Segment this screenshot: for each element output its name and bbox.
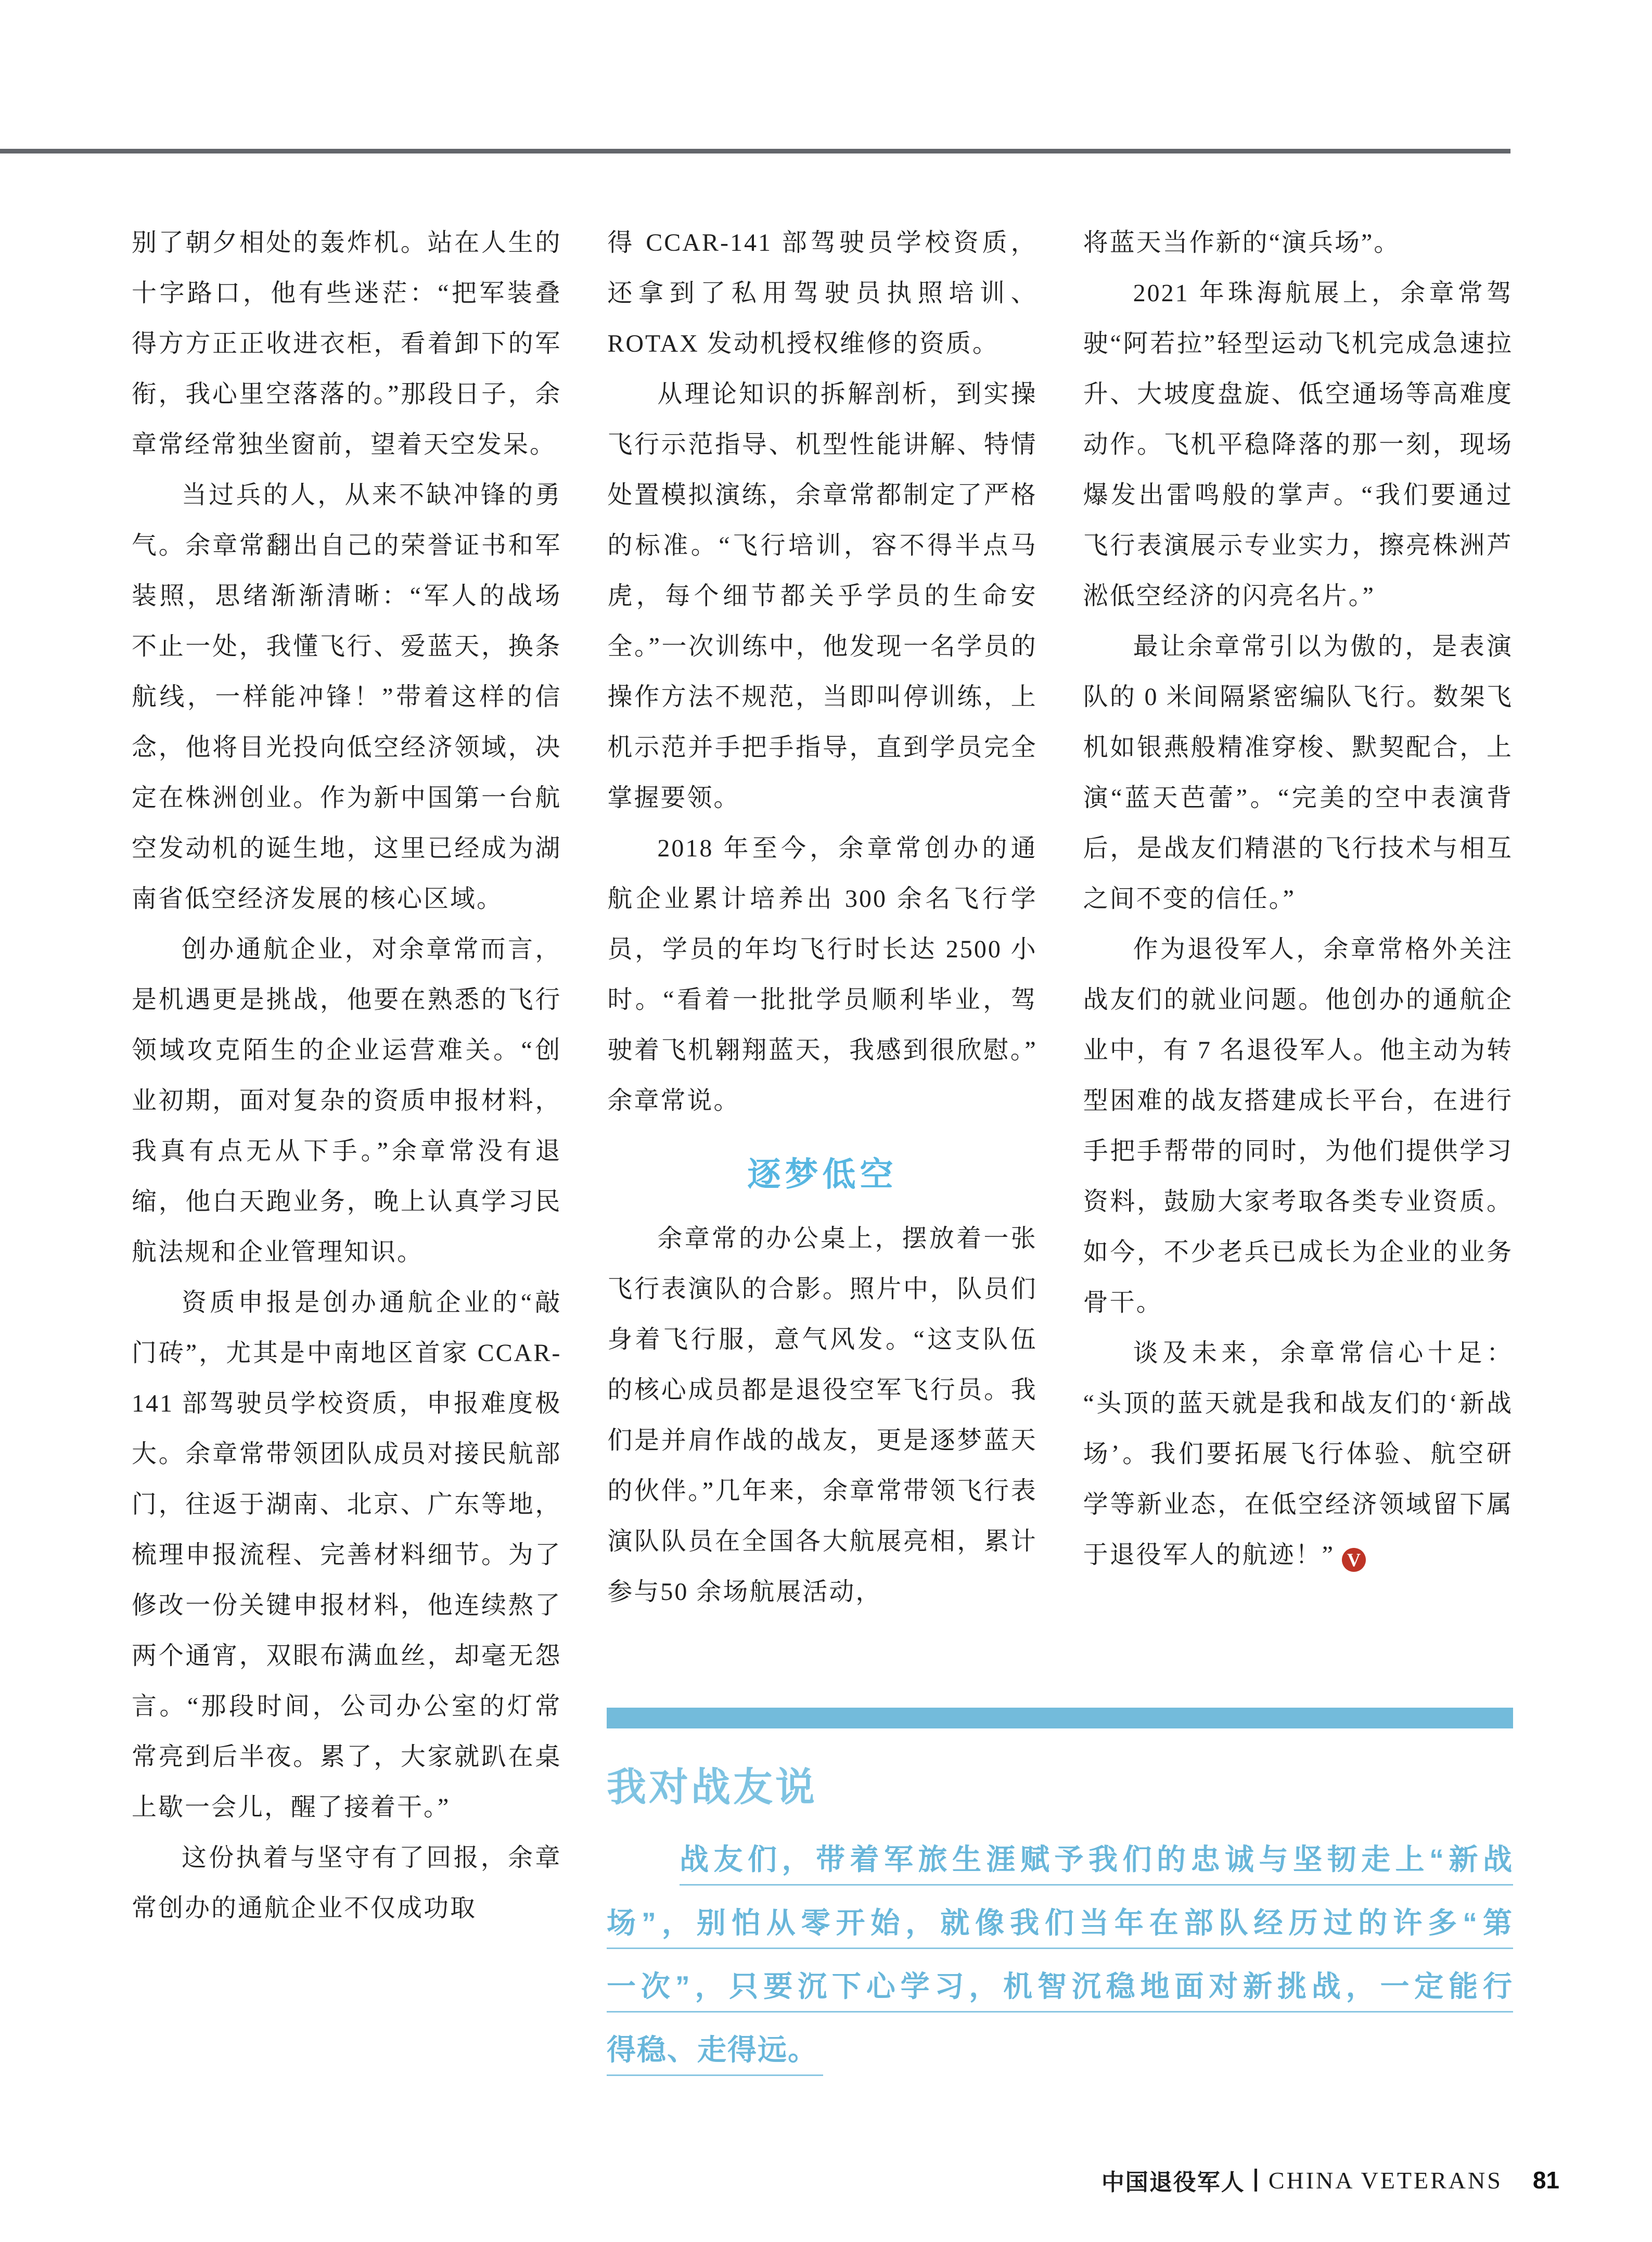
column-left (132, 217, 561, 1933)
article-body (132, 217, 1513, 1933)
body-paragraph: 作为退役军人，余章常格外关注战友们的就业问题。他创办的通航企业中，有 7 名退役军人。他主动为转型困难的战友搭建成长平台，在进行手把手帮带的同时，为他们提供学习资料，鼓励大家考取各类专业资质。如今，不少老兵已成长为企业的业务骨干。 (1083, 936, 1513, 1316)
body-paragraph: 余章常的办公桌上，摆放着一张飞行表演队的合影。照片中，队员们身着飞行服，意气风发。“这支队伍的核心成员都是退役空军飞行员。我们是并肩作战的战友，更是逐梦蓝天的伙伴。”几年来，余章常带领飞行表演队队员在全国各大航展亮相，累计参与50 余场航展活动， (607, 1225, 1038, 1606)
callout-quote-line: 得稳、走得远。 (607, 2032, 823, 2076)
footer-divider (1254, 2169, 1257, 2192)
body-paragraph: 谈及未来，余章常信心十足：“头顶的蓝天就是我和战友们的‘新战场’。我们要拓展飞行体验、航空研学等新业态，在低空经济领域留下属于退役军人的航迹！” V (1083, 1328, 1513, 1580)
footer-brand-en: CHINA VETERANS (1268, 2167, 1503, 2194)
body-paragraph: 资质申报是创办通航企业的“敲门砖”，尤其是中南地区首家 CCAR-141 部驾驶员学校资质，申报难度极大。余章常带领团队成员对接民航部门，往返于湖南、北京、广东等地，梳理申报流程、完善材料细节。为了修改一份关键申报材料，他连续熬了两个通宵，双眼布满血丝，却毫无怨言。“那段时间，公司办公室的灯常常亮到后半夜。累了，大家就趴在桌上歇一会儿，醒了接着干。” (132, 1289, 562, 1821)
column-right (1083, 217, 1513, 1933)
china-veterans-end-mark-icon: V (1342, 1548, 1366, 1572)
body-paragraph: 2018 年至今，余章常创办的通航企业累计培养出 300 余名飞行学员，学员的年均飞行时长达 2500 小时。“看着一批批学员顺利毕业，驾驶着飞机翱翔蓝天，我感到很欣慰。”余章常说。 (607, 835, 1038, 1114)
column-middle-bottom (607, 1213, 1037, 1617)
footer-page-number: 81 (1532, 2167, 1559, 2194)
body-paragraph: 当过兵的人，从来不缺冲锋的勇气。余章常翻出自己的荣誉证书和军装照，思绪渐渐清晰：“军人的战场不止一处，我懂飞行、爱蓝天，换条航线，一样能冲锋！”带着这样的信念，他将目光投向低空经济领域，决定在株洲创业。作为新中国第一台航空发动机的诞生地，这里已经成为湖南省低空经济发展的核心区域。 (132, 481, 562, 913)
column-middle-top (607, 217, 1037, 1126)
body-paragraph: 从理论知识的拆解剖析，到实操飞行示范指导、机型性能讲解、特情处置模拟演练，余章常都制定了严格的标准。“飞行培训，容不得半点马虎，每个细节都关乎学员的生命安全。”一次训练中，他发现一名学员的操作方法不规范，当即叫停训练，上机示范并手把手指导，直到学员完全掌握要领。 (607, 380, 1038, 812)
callout-bar (607, 1708, 1513, 1728)
callout-quote (607, 1841, 1513, 2076)
callout-title: 我对战友说 (607, 1765, 817, 1810)
callout-section (607, 1708, 1513, 2076)
column-middle (607, 217, 1037, 1933)
body-paragraph: 别了朝夕相处的轰炸机。站在人生的十字路口，他有些迷茫：“把军装叠得方方正正收进衣柜，看着卸下的军衔，我心里空落落的。”那段日子，余章常经常独坐窗前，望着天空发呆。 (132, 229, 562, 458)
section-heading: 逐梦低空 (747, 1156, 898, 1193)
callout-quote-line: 场”，别怕从零开始，就像我们当年在部队经历过的许多“第 (607, 1905, 1513, 1949)
top-rule (0, 149, 1510, 153)
body-paragraph: 2021 年珠海航展上，余章常驾驶“阿若拉”轻型运动飞机完成急速拉升、大坡度盘旋、低空通场等高难度动作。飞机平稳降落的那一刻，现场爆发出雷鸣般的掌声。“我们要通过飞行表演展示专业实力，擦亮株洲芦淞低空经济的闪亮名片。” (1083, 279, 1513, 610)
body-paragraph: 将蓝天当作新的“演兵场”。 (1083, 229, 1401, 257)
callout-quote-line: 一次”，只要沉下心学习，机智沉稳地面对新挑战，一定能行 (607, 1968, 1513, 2013)
body-paragraph: 最让余章常引以为傲的，是表演队的 0 米间隔紧密编队飞行。数架飞机如银燕般精准穿梭、默契配合，上演“蓝天芭蕾”。“完美的空中表演背后，是战友们精湛的飞行技术与相互之间不变的信任。” (1083, 633, 1513, 913)
footer-brand-cn: 中国退役军人 (1101, 2170, 1245, 2195)
body-paragraph: 得 CCAR-141 部驾驶员学校资质，还拿到了私用驾驶员执照培训、ROTAX 发动机授权维修的资质。 (607, 229, 1038, 357)
body-paragraph: 创办通航企业，对余章常而言，是机遇更是挑战，他要在熟悉的飞行领域攻克陌生的企业运营难关。“创业初期，面对复杂的资质申报材料，我真有点无从下手。”余章常没有退缩，他白天跑业务，晚上认真学习民航法规和企业管理知识。 (132, 936, 562, 1266)
body-paragraph: 这份执着与坚守有了回报，余章常创办的通航企业不仅成功取 (132, 1844, 562, 1922)
callout-quote-line: 战友们，带着军旅生涯赋予我们的忠诚与坚韧走上“新战 (680, 1841, 1513, 1886)
footer (1102, 2163, 1559, 2197)
